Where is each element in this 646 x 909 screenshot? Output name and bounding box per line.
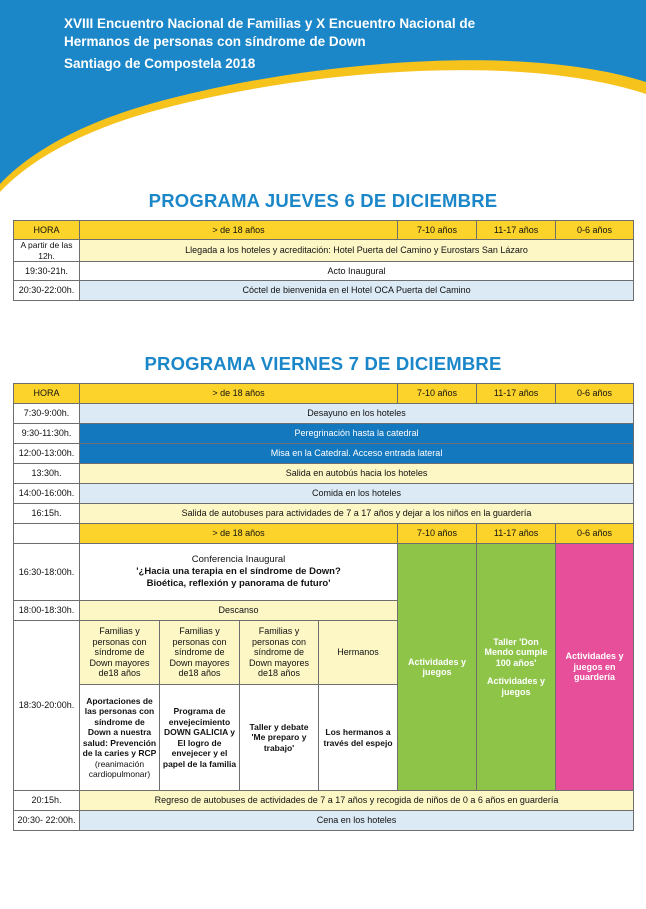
column-header-7-10: 7-10 años (398, 384, 477, 404)
column-header-0-6: 0-6 años (556, 384, 634, 404)
table-row (14, 791, 634, 811)
group-cell: Familias y personas con síndrome de Down mayores de18 años (240, 621, 319, 685)
activity-cell: Regreso de autobuses de actividades de 7 a 17 años y recogida de niños de 0 a 6 años en guardería (80, 791, 634, 811)
group-cell-siblings: Hermanos (319, 621, 398, 685)
thursday-schedule-table (13, 220, 634, 301)
header-title-line3: Santiago de Compostela 2018 (64, 56, 256, 71)
time-cell: 20:15h. (14, 791, 80, 811)
time-cell: 16:30-18:00h. (14, 544, 80, 601)
teen-activity: Actividades y juegos (487, 676, 546, 697)
column-header-hora: HORA (14, 384, 80, 404)
table-header-row (14, 384, 634, 404)
thursday-program-title: PROGRAMA JUEVES 6 DE DICIEMBRE (148, 190, 498, 211)
column-header-adults: > de 18 años (80, 221, 398, 240)
friday-program-title: PROGRAMA VIERNES 7 DE DICIEMBRE (144, 353, 502, 374)
table-row (14, 281, 634, 301)
header-title-line2: Hermanos de personas con síndrome de Down (64, 34, 366, 49)
time-cell: 20:30- 22:00h. (14, 811, 80, 831)
time-cell: 14:00-16:00h. (14, 484, 80, 504)
table-row (14, 484, 634, 504)
column-header-11-17: 11-17 años (477, 221, 556, 240)
activity-cell: Cena en los hoteles (80, 811, 634, 831)
group-cell: Familias y personas con síndrome de Down mayores de18 años (80, 621, 160, 685)
workshop-health-title: Aportaciones de las personas con síndrome de Down a nuestra salud: Prevención de la caries y RCP (82, 695, 157, 758)
table-row (14, 811, 634, 831)
table-row (14, 404, 634, 424)
teens-11-17-activity (477, 544, 556, 791)
conference-topic-line2: Bioética, reflexión y panorama de futuro' (146, 578, 331, 589)
workshop-siblings-cell: Los hermanos a través del espejo (319, 685, 398, 791)
column-header-11-17: 11-17 años (477, 524, 556, 544)
header-title-line1: XVIII Encuentro Nacional de Familias y X Encuentro Nacional de (64, 16, 476, 31)
time-cell: 18:30-20:00h. (14, 621, 80, 791)
workshop-work-cell: Taller y debate 'Me preparo y trabajo' (240, 685, 319, 791)
time-cell: 9:30-11:30h. (14, 424, 80, 444)
teen-workshop-title: Taller 'Don Mendo cumple 100 años' (484, 636, 548, 668)
table-row (14, 240, 634, 262)
activity-cell: Salida en autobús hacia los hoteles (80, 464, 634, 484)
time-cell: 18:00-18:30h. (14, 601, 80, 621)
table-row (14, 504, 634, 524)
column-header-7-10: 7-10 años (398, 221, 477, 240)
empty-time-cell (14, 524, 80, 544)
activity-cell: Misa en la Catedral. Acceso entrada lateral (80, 444, 634, 464)
activity-cell: Peregrinación hasta la catedral (80, 424, 634, 444)
time-cell: 16:15h. (14, 504, 80, 524)
column-header-7-10: 7-10 años (398, 524, 477, 544)
column-header-0-6: 0-6 años (556, 524, 634, 544)
conference-row (14, 544, 634, 601)
table-row (14, 262, 634, 281)
table-row (14, 444, 634, 464)
time-cell: 20:30-22:00h. (14, 281, 80, 301)
activity-cell: Llegada a los hoteles y acreditación: Hotel Puerta del Camino y Eurostars San Lázaro (80, 240, 634, 262)
break-cell: Descanso (80, 601, 398, 621)
afternoon-header-row (14, 524, 634, 544)
column-header-11-17: 11-17 años (477, 384, 556, 404)
table-row (14, 424, 634, 444)
column-header-hora: HORA (14, 221, 80, 240)
activity-cell: Cóctel de bienvenida en el Hotel OCA Puerta del Camino (80, 281, 634, 301)
activity-cell: Comida en los hoteles (80, 484, 634, 504)
time-cell: 7:30-9:00h. (14, 404, 80, 424)
column-header-adults: > de 18 años (80, 384, 398, 404)
workshop-health-note: (reanimación cardiopulmonar) (88, 758, 151, 779)
time-cell: 12:00-13:00h. (14, 444, 80, 464)
activity-cell: Acto Inaugural (80, 262, 634, 281)
table-header-row (14, 221, 634, 240)
nursery-0-6-activity: Actividades y juegos en guardería (556, 544, 634, 791)
workshop-health-cell (80, 685, 160, 791)
activity-cell: Desayuno en los hoteles (80, 404, 634, 424)
activity-cell: Salida de autobuses para actividades de 7 a 17 años y dejar a los niños en la guardería (80, 504, 634, 524)
column-header-0-6: 0-6 años (556, 221, 634, 240)
conference-cell (80, 544, 398, 601)
conference-topic-line1: '¿Hacia una terapia en el síndrome de Down? (136, 566, 341, 577)
kids-7-10-activity: Actividades y juegos (398, 544, 477, 791)
workshop-aging-cell: Programa de envejecimiento DOWN GALICIA y El logro de envejecer y el papel de la familia (160, 685, 240, 791)
column-header-adults: > de 18 años (80, 524, 398, 544)
friday-schedule-table (13, 383, 634, 831)
table-row (14, 464, 634, 484)
time-cell: A partir de las 12h. (14, 240, 80, 262)
time-cell: 13:30h. (14, 464, 80, 484)
conference-title: Conferencia Inaugural (191, 554, 286, 565)
group-cell: Familias y personas con síndrome de Down mayores de18 años (160, 621, 240, 685)
time-cell: 19:30-21h. (14, 262, 80, 281)
